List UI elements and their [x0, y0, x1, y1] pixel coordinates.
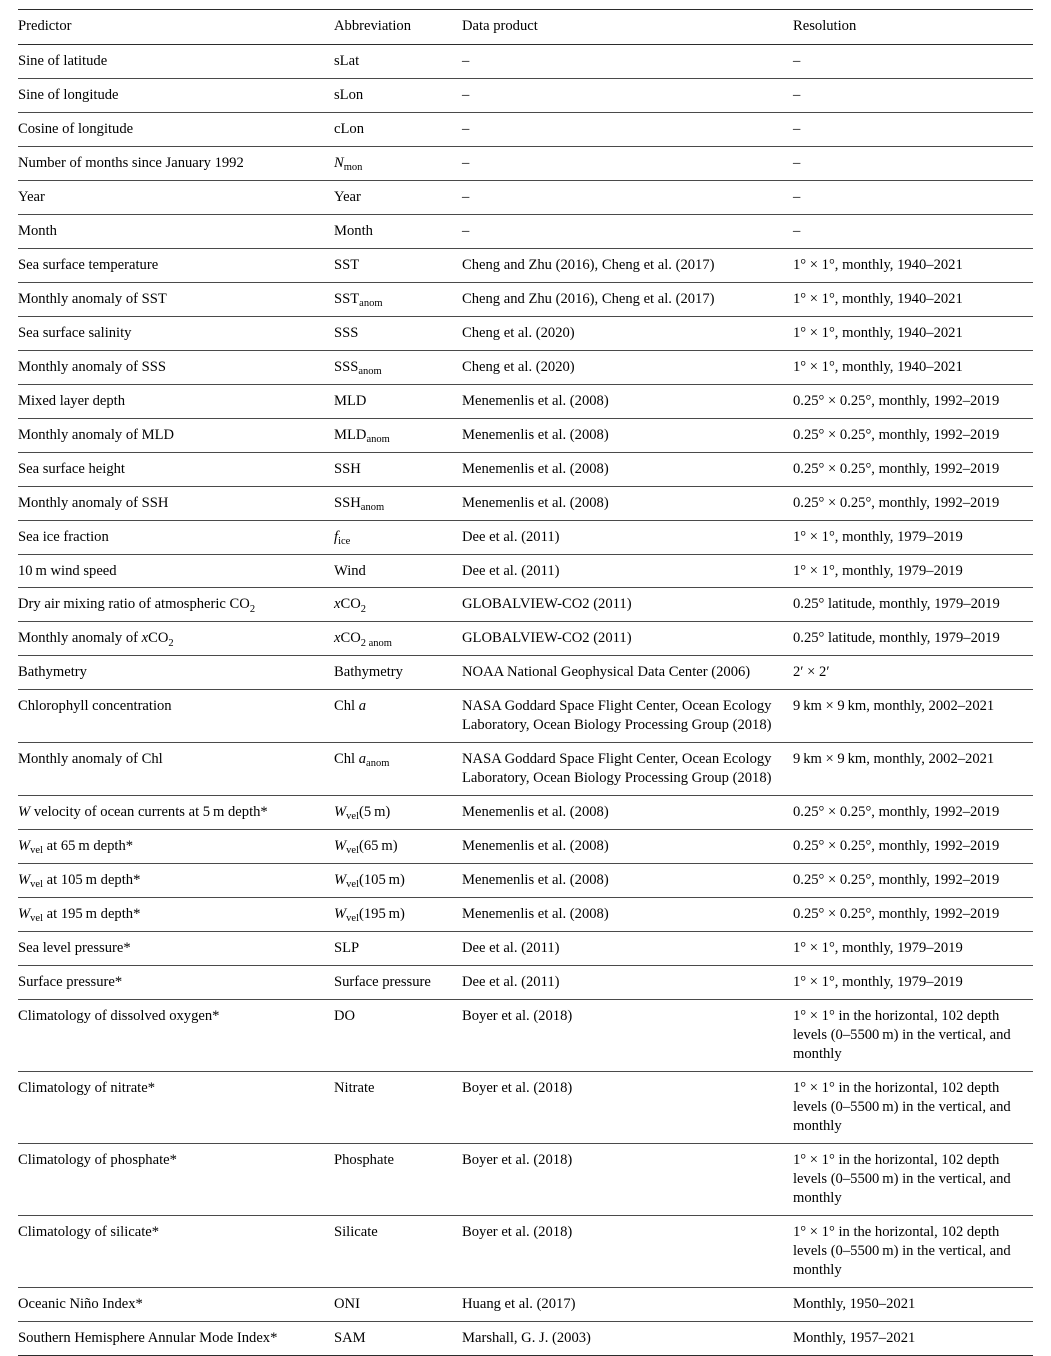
cell-predictor: Month	[18, 214, 334, 248]
column-header-predictor: Predictor	[18, 10, 334, 45]
table-row	[18, 1143, 1033, 1215]
cell-data_product: Huang et al. (2017)	[462, 1287, 793, 1321]
cell-data_product: Boyer et al. (2018)	[462, 1000, 793, 1072]
cell-data_product: –	[462, 214, 793, 248]
table-row	[18, 1000, 1033, 1072]
cell-resolution: 9 km × 9 km, monthly, 2002–2021	[793, 743, 1033, 796]
column-header-abbreviation: Abbreviation	[334, 10, 462, 45]
cell-resolution: 1° × 1° in the horizontal, 102 depth levels (0–5500 m) in the vertical, and monthly	[793, 1215, 1033, 1287]
cell-resolution: –	[793, 214, 1033, 248]
cell-data_product: Cheng and Zhu (2016), Cheng et al. (2017)	[462, 248, 793, 282]
cell-data_product: Boyer et al. (2018)	[462, 1143, 793, 1215]
cell-predictor: $W_{vel}$ at 105 m depth*	[18, 864, 334, 898]
cell-abbreviation: Nitrate	[334, 1071, 462, 1143]
cell-abbreviation: xCO$_{2 anom}$	[334, 622, 462, 656]
cell-predictor: 10 m wind speed	[18, 554, 334, 588]
cell-predictor: Sine of longitude	[18, 78, 334, 112]
cell-abbreviation: Chl a	[334, 690, 462, 743]
cell-predictor: Sea ice fraction	[18, 520, 334, 554]
cell-data_product: Boyer et al. (2018)	[462, 1215, 793, 1287]
cell-resolution: 0.25° × 0.25°, monthly, 1992–2019	[793, 830, 1033, 864]
cell-resolution: –	[793, 112, 1033, 146]
cell-abbreviation: Year	[334, 180, 462, 214]
cell-predictor: Monthly anomaly of SSS	[18, 350, 334, 384]
cell-data_product: Boyer et al. (2018)	[462, 1071, 793, 1143]
cell-predictor: Climatology of nitrate*	[18, 1071, 334, 1143]
cell-resolution: 1° × 1°, monthly, 1979–2019	[793, 932, 1033, 966]
cell-abbreviation: $SSH_{anom}$	[334, 486, 462, 520]
cell-data_product: –	[462, 44, 793, 78]
cell-abbreviation: $SST_{anom}$	[334, 282, 462, 316]
table-header	[18, 10, 1033, 45]
cell-data_product: Menemenlis et al. (2008)	[462, 898, 793, 932]
table-row	[18, 1287, 1033, 1321]
cell-data_product: Menemenlis et al. (2008)	[462, 864, 793, 898]
table-row	[18, 864, 1033, 898]
cell-data_product: Cheng et al. (2020)	[462, 350, 793, 384]
cell-resolution: 0.25° × 0.25°, monthly, 1992–2019	[793, 486, 1033, 520]
cell-predictor: Sea level pressure*	[18, 932, 334, 966]
table-row	[18, 214, 1033, 248]
table-row	[18, 1215, 1033, 1287]
cell-resolution: 0.25° × 0.25°, monthly, 1992–2019	[793, 864, 1033, 898]
cell-data_product: Dee et al. (2011)	[462, 554, 793, 588]
cell-resolution: 0.25° × 0.25°, monthly, 1992–2019	[793, 452, 1033, 486]
cell-resolution: –	[793, 146, 1033, 180]
cell-abbreviation: $W_{vel}(195$ m)	[334, 898, 462, 932]
cell-resolution: 0.25° × 0.25°, monthly, 1992–2019	[793, 796, 1033, 830]
cell-abbreviation: Bathymetry	[334, 656, 462, 690]
cell-resolution: 9 km × 9 km, monthly, 2002–2021	[793, 690, 1033, 743]
cell-resolution: 1° × 1°, monthly, 1940–2021	[793, 350, 1033, 384]
cell-data_product: NASA Goddard Space Flight Center, Ocean Ecology Laboratory, Ocean Biology Processing Group (2018)	[462, 690, 793, 743]
cell-predictor: Year	[18, 180, 334, 214]
cell-predictor: Number of months since January 1992	[18, 146, 334, 180]
cell-predictor: Monthly anomaly of MLD	[18, 418, 334, 452]
cell-abbreviation: $N_{mon}$	[334, 146, 462, 180]
table-row	[18, 622, 1033, 656]
cell-resolution: 1° × 1° in the horizontal, 102 depth levels (0–5500 m) in the vertical, and monthly	[793, 1000, 1033, 1072]
table-row	[18, 1071, 1033, 1143]
cell-resolution: 0.25° latitude, monthly, 1979–2019	[793, 622, 1033, 656]
cell-resolution: Monthly, 1950–2021	[793, 1287, 1033, 1321]
table-row	[18, 418, 1033, 452]
cell-predictor: Surface pressure*	[18, 966, 334, 1000]
cell-predictor: Sea surface temperature	[18, 248, 334, 282]
cell-predictor: Sea surface salinity	[18, 316, 334, 350]
column-header-resolution: Resolution	[793, 10, 1033, 45]
cell-abbreviation: SST	[334, 248, 462, 282]
cell-predictor: W velocity of ocean currents at 5 m depth*	[18, 796, 334, 830]
table-row	[18, 830, 1033, 864]
table-row	[18, 554, 1033, 588]
cell-resolution: –	[793, 78, 1033, 112]
cell-resolution: 1° × 1°, monthly, 1979–2019	[793, 520, 1033, 554]
cell-predictor: Chlorophyll concentration	[18, 690, 334, 743]
table-row	[18, 350, 1033, 384]
table-row	[18, 743, 1033, 796]
cell-data_product: Dee et al. (2011)	[462, 932, 793, 966]
cell-predictor: Oceanic Niño Index*	[18, 1287, 334, 1321]
cell-abbreviation: SSS	[334, 316, 462, 350]
cell-data_product: –	[462, 180, 793, 214]
table-body	[18, 44, 1033, 1355]
cell-predictor: Monthly anomaly of xCO$_2$	[18, 622, 334, 656]
cell-data_product: Dee et al. (2011)	[462, 520, 793, 554]
cell-abbreviation: Chl $a_{anom}$	[334, 743, 462, 796]
cell-abbreviation: $f_{ice}$	[334, 520, 462, 554]
table-row	[18, 44, 1033, 78]
cell-resolution: 1° × 1°, monthly, 1940–2021	[793, 248, 1033, 282]
table-row	[18, 932, 1033, 966]
cell-abbreviation: $SSS_{anom}$	[334, 350, 462, 384]
cell-predictor: Monthly anomaly of SSH	[18, 486, 334, 520]
cell-abbreviation: $W_{vel}(105$ m)	[334, 864, 462, 898]
cell-resolution: 0.25° × 0.25°, monthly, 1992–2019	[793, 418, 1033, 452]
predictor-variables-table	[18, 9, 1033, 1356]
cell-data_product: Cheng and Zhu (2016), Cheng et al. (2017)	[462, 282, 793, 316]
cell-predictor: Cosine of longitude	[18, 112, 334, 146]
cell-resolution: 0.25° × 0.25°, monthly, 1992–2019	[793, 898, 1033, 932]
page-root	[0, 9, 1051, 1356]
cell-predictor: Sine of latitude	[18, 44, 334, 78]
cell-data_product: Menemenlis et al. (2008)	[462, 452, 793, 486]
cell-abbreviation: sLat	[334, 44, 462, 78]
cell-abbreviation: $W_{vel}(65$ m)	[334, 830, 462, 864]
cell-abbreviation: Phosphate	[334, 1143, 462, 1215]
table-row	[18, 588, 1033, 622]
cell-data_product: –	[462, 146, 793, 180]
cell-resolution: 2′ × 2′	[793, 656, 1033, 690]
cell-predictor: Monthly anomaly of Chl	[18, 743, 334, 796]
cell-resolution: 1° × 1° in the horizontal, 102 depth levels (0–5500 m) in the vertical, and monthly	[793, 1143, 1033, 1215]
cell-resolution: 0.25° × 0.25°, monthly, 1992–2019	[793, 384, 1033, 418]
cell-predictor: Mixed layer depth	[18, 384, 334, 418]
table-row	[18, 656, 1033, 690]
cell-data_product: Menemenlis et al. (2008)	[462, 418, 793, 452]
cell-resolution: 1° × 1°, monthly, 1979–2019	[793, 554, 1033, 588]
cell-resolution: 1° × 1°, monthly, 1940–2021	[793, 282, 1033, 316]
table-row	[18, 796, 1033, 830]
cell-predictor: Bathymetry	[18, 656, 334, 690]
cell-abbreviation: Wind	[334, 554, 462, 588]
cell-data_product: Menemenlis et al. (2008)	[462, 384, 793, 418]
table-row	[18, 180, 1033, 214]
cell-predictor: Dry air mixing ratio of atmospheric $CO_2$	[18, 588, 334, 622]
cell-predictor: Climatology of phosphate*	[18, 1143, 334, 1215]
cell-resolution: 1° × 1°, monthly, 1979–2019	[793, 966, 1033, 1000]
cell-predictor: Climatology of silicate*	[18, 1215, 334, 1287]
cell-abbreviation: Month	[334, 214, 462, 248]
table-row	[18, 452, 1033, 486]
table-row	[18, 112, 1033, 146]
table-row	[18, 146, 1033, 180]
cell-abbreviation: Silicate	[334, 1215, 462, 1287]
table-row	[18, 520, 1033, 554]
cell-resolution: –	[793, 180, 1033, 214]
cell-data_product: NOAA National Geophysical Data Center (2006)	[462, 656, 793, 690]
table-row	[18, 316, 1033, 350]
cell-data_product: GLOBALVIEW-CO2 (2011)	[462, 622, 793, 656]
table-row	[18, 78, 1033, 112]
cell-predictor: Southern Hemisphere Annular Mode Index*	[18, 1321, 334, 1355]
cell-predictor: $W_{vel}$ at 195 m depth*	[18, 898, 334, 932]
table-row	[18, 898, 1033, 932]
table-row	[18, 248, 1033, 282]
table-row	[18, 690, 1033, 743]
cell-abbreviation: sLon	[334, 78, 462, 112]
table-row	[18, 486, 1033, 520]
table-row	[18, 1321, 1033, 1355]
cell-data_product: GLOBALVIEW-CO2 (2011)	[462, 588, 793, 622]
cell-data_product: NASA Goddard Space Flight Center, Ocean Ecology Laboratory, Ocean Biology Processing Group (2018)	[462, 743, 793, 796]
cell-abbreviation: ONI	[334, 1287, 462, 1321]
cell-predictor: Climatology of dissolved oxygen*	[18, 1000, 334, 1072]
cell-abbreviation: DO	[334, 1000, 462, 1072]
column-header-data-product: Data product	[462, 10, 793, 45]
cell-resolution: –	[793, 44, 1033, 78]
cell-predictor: $W_{vel}$ at 65 m depth*	[18, 830, 334, 864]
cell-data_product: Menemenlis et al. (2008)	[462, 830, 793, 864]
cell-abbreviation: $W_{vel}(5$ m)	[334, 796, 462, 830]
cell-predictor: Sea surface height	[18, 452, 334, 486]
cell-abbreviation: SLP	[334, 932, 462, 966]
table-header-row	[18, 10, 1033, 45]
table-row	[18, 384, 1033, 418]
cell-data_product: Menemenlis et al. (2008)	[462, 796, 793, 830]
cell-data_product: Dee et al. (2011)	[462, 966, 793, 1000]
cell-abbreviation: SAM	[334, 1321, 462, 1355]
cell-resolution: 0.25° latitude, monthly, 1979–2019	[793, 588, 1033, 622]
cell-data_product: Cheng et al. (2020)	[462, 316, 793, 350]
cell-abbreviation: MLD	[334, 384, 462, 418]
cell-resolution: Monthly, 1957–2021	[793, 1321, 1033, 1355]
cell-abbreviation: xCO$_2$	[334, 588, 462, 622]
cell-resolution: 1° × 1° in the horizontal, 102 depth levels (0–5500 m) in the vertical, and monthly	[793, 1071, 1033, 1143]
cell-data_product: Menemenlis et al. (2008)	[462, 486, 793, 520]
cell-data_product: –	[462, 78, 793, 112]
cell-data_product: Marshall, G. J. (2003)	[462, 1321, 793, 1355]
table-row	[18, 282, 1033, 316]
table-row	[18, 966, 1033, 1000]
cell-data_product: –	[462, 112, 793, 146]
cell-abbreviation: cLon	[334, 112, 462, 146]
cell-resolution: 1° × 1°, monthly, 1940–2021	[793, 316, 1033, 350]
cell-abbreviation: SSH	[334, 452, 462, 486]
cell-abbreviation: Surface pressure	[334, 966, 462, 1000]
cell-predictor: Monthly anomaly of SST	[18, 282, 334, 316]
cell-abbreviation: $MLD_{anom}$	[334, 418, 462, 452]
